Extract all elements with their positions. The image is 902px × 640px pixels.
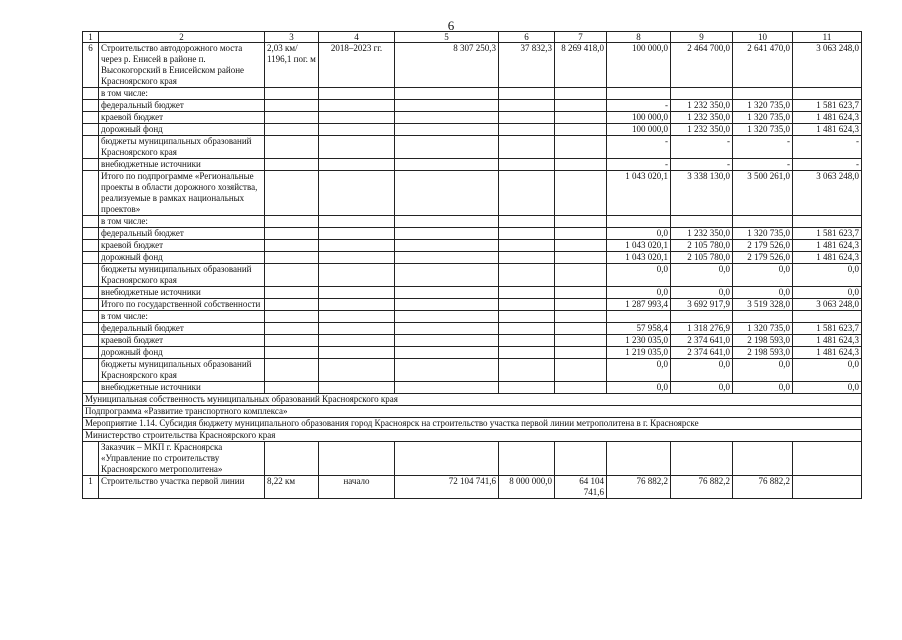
- cell-c7: [555, 240, 607, 252]
- table-row: [83, 264, 862, 287]
- cell-c3: [265, 335, 319, 347]
- cell-c10: 1 320 735,0: [733, 112, 793, 124]
- cell-c6: [499, 124, 555, 136]
- header-cell: 4: [319, 32, 395, 43]
- cell-c9: 1 318 276,9: [671, 323, 733, 335]
- cell-c2: внебюджетные источники: [99, 287, 265, 299]
- cell-c7: [555, 323, 607, 335]
- cell-c7: [555, 228, 607, 240]
- cell-c7: [555, 442, 607, 476]
- cell-c10: 2 641 470,0: [733, 43, 793, 88]
- cell-c5: [395, 136, 499, 159]
- cell-c3: [265, 323, 319, 335]
- cell-c2: бюджеты муниципальных образований Красноярского края: [99, 136, 265, 159]
- cell-c1: [83, 359, 99, 382]
- cell-c11: 1 581 623,7: [793, 323, 862, 335]
- cell-c6: [499, 240, 555, 252]
- cell-c9: [671, 216, 733, 228]
- cell-c10: 2 198 593,0: [733, 347, 793, 359]
- table-row: [83, 100, 862, 112]
- cell-c2: внебюджетные источники: [99, 382, 265, 394]
- cell-c10: 2 179 526,0: [733, 240, 793, 252]
- cell-c10: 1 320 735,0: [733, 323, 793, 335]
- cell-c7: [555, 382, 607, 394]
- cell-c1: [83, 311, 99, 323]
- cell-c4: [319, 124, 395, 136]
- cell-c6: [499, 136, 555, 159]
- cell-c4: [319, 88, 395, 100]
- cell-c1: [83, 323, 99, 335]
- cell-c6: [499, 359, 555, 382]
- cell-c8: 1 219 035,0: [607, 347, 671, 359]
- cell-c1: 1: [83, 476, 99, 499]
- cell-c8: 1 043 020,1: [607, 252, 671, 264]
- cell-c2: Строительство участка первой линии: [99, 476, 265, 499]
- table-row: [83, 240, 862, 252]
- cell-c10: [733, 442, 793, 476]
- cell-c6: [499, 216, 555, 228]
- cell-c4: [319, 264, 395, 287]
- cell-c9: 3 338 130,0: [671, 171, 733, 216]
- cell-c4: начало: [319, 476, 395, 499]
- cell-c8: 100 000,0: [607, 43, 671, 88]
- cell-c4: [319, 171, 395, 216]
- cell-c4: [319, 299, 395, 311]
- cell-c1: [83, 159, 99, 171]
- cell-c8: 0,0: [607, 287, 671, 299]
- cell-c10: 2 179 526,0: [733, 252, 793, 264]
- cell-c6: [499, 88, 555, 100]
- header-cell: 6: [499, 32, 555, 43]
- section-title: Министерство строительства Красноярского края: [83, 430, 862, 442]
- cell-c8: 0,0: [607, 228, 671, 240]
- cell-c1: [83, 136, 99, 159]
- header-cell: 10: [733, 32, 793, 43]
- cell-c2: дорожный фонд: [99, 252, 265, 264]
- cell-c1: [83, 347, 99, 359]
- cell-c6: [499, 228, 555, 240]
- cell-c11: 1 581 623,7: [793, 228, 862, 240]
- cell-c9: [671, 88, 733, 100]
- cell-c2: Итого по государственной собственности: [99, 299, 265, 311]
- cell-c6: [499, 100, 555, 112]
- cell-c5: [395, 287, 499, 299]
- cell-c10: 1 320 735,0: [733, 124, 793, 136]
- cell-c1: [83, 216, 99, 228]
- cell-c1: [83, 252, 99, 264]
- cell-c2: краевой бюджет: [99, 335, 265, 347]
- table-row: [83, 171, 862, 216]
- cell-c11: [793, 311, 862, 323]
- section-title: Муниципальная собственность муниципальных образований Красноярского края: [83, 394, 862, 406]
- cell-c5: [395, 382, 499, 394]
- budget-table: [82, 31, 862, 499]
- table-row: [83, 88, 862, 100]
- header-row: [83, 32, 862, 43]
- cell-c2: бюджеты муниципальных образований Красноярского края: [99, 359, 265, 382]
- cell-c4: [319, 335, 395, 347]
- cell-c1: [83, 382, 99, 394]
- table-row: [83, 476, 862, 499]
- cell-c7: [555, 159, 607, 171]
- cell-c11: 1 581 623,7: [793, 100, 862, 112]
- cell-c10: 1 320 735,0: [733, 228, 793, 240]
- section-row: [83, 430, 862, 442]
- table-row: [83, 311, 862, 323]
- cell-c11: [793, 216, 862, 228]
- cell-c5: [395, 264, 499, 287]
- table-row: [83, 124, 862, 136]
- cell-c8: -: [607, 100, 671, 112]
- cell-c1: [83, 100, 99, 112]
- cell-c9: 0,0: [671, 287, 733, 299]
- header-cell: 1: [83, 32, 99, 43]
- cell-c3: [265, 240, 319, 252]
- cell-c11: -: [793, 136, 862, 159]
- cell-c7: [555, 299, 607, 311]
- cell-c6: [499, 311, 555, 323]
- cell-c5: [395, 228, 499, 240]
- cell-c5: [395, 335, 499, 347]
- cell-c3: [265, 442, 319, 476]
- cell-c5: [395, 299, 499, 311]
- cell-c1: [83, 299, 99, 311]
- table-row: [83, 359, 862, 382]
- cell-c9: 2 105 780,0: [671, 252, 733, 264]
- cell-c4: [319, 311, 395, 323]
- cell-c2: в том числе:: [99, 311, 265, 323]
- cell-c10: 1 320 735,0: [733, 100, 793, 112]
- cell-c10: 0,0: [733, 382, 793, 394]
- cell-c3: 2,03 км/ 1196,1 пог. м: [265, 43, 319, 88]
- cell-c4: [319, 359, 395, 382]
- cell-c7: [555, 287, 607, 299]
- cell-c8: -: [607, 159, 671, 171]
- cell-c8: 76 882,2: [607, 476, 671, 499]
- cell-c2: в том числе:: [99, 88, 265, 100]
- cell-c5: [395, 442, 499, 476]
- cell-c1: 6: [83, 43, 99, 88]
- table-row: [83, 323, 862, 335]
- cell-c10: 0,0: [733, 359, 793, 382]
- cell-c6: [499, 252, 555, 264]
- cell-c4: [319, 347, 395, 359]
- cell-c3: [265, 252, 319, 264]
- cell-c5: [395, 124, 499, 136]
- cell-c4: [319, 323, 395, 335]
- cell-c8: 0,0: [607, 359, 671, 382]
- cell-c3: [265, 124, 319, 136]
- cell-c10: [733, 311, 793, 323]
- cell-c4: 2018–2023 гг.: [319, 43, 395, 88]
- cell-c6: [499, 112, 555, 124]
- cell-c7: [555, 216, 607, 228]
- cell-c10: 2 198 593,0: [733, 335, 793, 347]
- cell-c5: [395, 323, 499, 335]
- header-cell: 9: [671, 32, 733, 43]
- cell-c1: [83, 171, 99, 216]
- cell-c6: 8 000 000,0: [499, 476, 555, 499]
- cell-c5: [395, 112, 499, 124]
- cell-c9: 3 692 917,9: [671, 299, 733, 311]
- cell-c7: 64 104 741,6: [555, 476, 607, 499]
- cell-c1: [83, 335, 99, 347]
- table-row: [83, 228, 862, 240]
- cell-c3: [265, 136, 319, 159]
- table-row: [83, 136, 862, 159]
- cell-c7: [555, 88, 607, 100]
- cell-c2: внебюджетные источники: [99, 159, 265, 171]
- cell-c6: [499, 323, 555, 335]
- header-cell: 3: [265, 32, 319, 43]
- cell-c9: -: [671, 136, 733, 159]
- cell-c2: Итого по подпрограмме «Региональные проекты в области дорожного хозяйства, реализуемые в рамках национальных проектов»: [99, 171, 265, 216]
- cell-c11: [793, 88, 862, 100]
- cell-c11: 1 481 624,3: [793, 124, 862, 136]
- cell-c6: [499, 442, 555, 476]
- cell-c3: [265, 112, 319, 124]
- cell-c11: 0,0: [793, 382, 862, 394]
- cell-c6: [499, 159, 555, 171]
- cell-c7: [555, 171, 607, 216]
- cell-c11: 0,0: [793, 264, 862, 287]
- cell-c7: [555, 100, 607, 112]
- cell-c1: [83, 442, 99, 476]
- cell-c11: [793, 442, 862, 476]
- cell-c4: [319, 112, 395, 124]
- cell-c9: 76 882,2: [671, 476, 733, 499]
- cell-c6: [499, 287, 555, 299]
- cell-c2: Заказчик – МКП г. Красноярска «Управление по строительству Красноярского метрополитена»: [99, 442, 265, 476]
- cell-c1: [83, 240, 99, 252]
- cell-c6: [499, 171, 555, 216]
- cell-c9: 2 464 700,0: [671, 43, 733, 88]
- cell-c2: дорожный фонд: [99, 124, 265, 136]
- table-row: [83, 43, 862, 88]
- table-row: [83, 442, 862, 476]
- cell-c3: [265, 228, 319, 240]
- cell-c11: 3 063 248,0: [793, 171, 862, 216]
- cell-c10: 76 882,2: [733, 476, 793, 499]
- cell-c8: 57 958,4: [607, 323, 671, 335]
- cell-c7: [555, 136, 607, 159]
- cell-c4: [319, 136, 395, 159]
- cell-c5: [395, 88, 499, 100]
- cell-c7: [555, 112, 607, 124]
- cell-c10: -: [733, 136, 793, 159]
- section-title: Подпрограмма «Развитие транспортного комплекса»: [83, 406, 862, 418]
- cell-c11: 1 481 624,3: [793, 347, 862, 359]
- cell-c9: 1 232 350,0: [671, 100, 733, 112]
- cell-c3: [265, 359, 319, 382]
- table-row: [83, 287, 862, 299]
- cell-c11: 1 481 624,3: [793, 252, 862, 264]
- cell-c2: краевой бюджет: [99, 112, 265, 124]
- cell-c9: [671, 442, 733, 476]
- cell-c2: федеральный бюджет: [99, 100, 265, 112]
- cell-c8: 1 230 035,0: [607, 335, 671, 347]
- cell-c3: [265, 299, 319, 311]
- cell-c1: [83, 88, 99, 100]
- cell-c2: Строительство автодорожного моста через р. Енисей в районе п. Высокогорский в Енисейском районе Красноярского края: [99, 43, 265, 88]
- section-row: [83, 394, 862, 406]
- cell-c6: [499, 335, 555, 347]
- section-row: [83, 418, 862, 430]
- cell-c3: [265, 88, 319, 100]
- cell-c10: 3 519 328,0: [733, 299, 793, 311]
- cell-c7: [555, 264, 607, 287]
- cell-c8: 100 000,0: [607, 124, 671, 136]
- page-number: 6: [447, 18, 455, 33]
- cell-c4: [319, 100, 395, 112]
- cell-c9: 0,0: [671, 359, 733, 382]
- cell-c10: 0,0: [733, 287, 793, 299]
- cell-c8: 1 287 993,4: [607, 299, 671, 311]
- cell-c5: [395, 100, 499, 112]
- cell-c11: 3 063 248,0: [793, 299, 862, 311]
- cell-c1: [83, 228, 99, 240]
- cell-c8: -: [607, 136, 671, 159]
- cell-c2: краевой бюджет: [99, 240, 265, 252]
- cell-c8: [607, 216, 671, 228]
- cell-c7: 8 269 418,0: [555, 43, 607, 88]
- cell-c3: [265, 264, 319, 287]
- cell-c9: 2 105 780,0: [671, 240, 733, 252]
- cell-c9: 2 374 641,0: [671, 335, 733, 347]
- cell-c6: 37 832,3: [499, 43, 555, 88]
- cell-c6: [499, 347, 555, 359]
- cell-c1: [83, 124, 99, 136]
- table-row: [83, 252, 862, 264]
- cell-c11: 0,0: [793, 359, 862, 382]
- cell-c1: [83, 287, 99, 299]
- cell-c5: [395, 359, 499, 382]
- cell-c2: дорожный фонд: [99, 347, 265, 359]
- table-row: [83, 299, 862, 311]
- cell-c9: 1 232 350,0: [671, 228, 733, 240]
- cell-c5: [395, 171, 499, 216]
- cell-c2: федеральный бюджет: [99, 323, 265, 335]
- cell-c11: 1 481 624,3: [793, 112, 862, 124]
- cell-c11: 3 063 248,0: [793, 43, 862, 88]
- cell-c4: [319, 228, 395, 240]
- cell-c11: [793, 476, 862, 499]
- table-row: [83, 347, 862, 359]
- cell-c4: [319, 382, 395, 394]
- cell-c10: [733, 216, 793, 228]
- cell-c9: -: [671, 159, 733, 171]
- cell-c7: [555, 335, 607, 347]
- cell-c7: [555, 347, 607, 359]
- cell-c4: [319, 159, 395, 171]
- header-cell: 5: [395, 32, 499, 43]
- cell-c9: [671, 311, 733, 323]
- cell-c8: [607, 88, 671, 100]
- cell-c9: 0,0: [671, 264, 733, 287]
- cell-c1: [83, 112, 99, 124]
- cell-c5: [395, 252, 499, 264]
- cell-c8: 1 043 020,1: [607, 171, 671, 216]
- cell-c3: [265, 171, 319, 216]
- section-title: Мероприятие 1.14. Субсидия бюджету муниципального образования город Красноярск на строительство участка первой линии метрополитена в г. Красноярске: [83, 418, 862, 430]
- cell-c11: -: [793, 159, 862, 171]
- cell-c4: [319, 442, 395, 476]
- cell-c11: 1 481 624,3: [793, 335, 862, 347]
- cell-c6: [499, 299, 555, 311]
- cell-c11: 0,0: [793, 287, 862, 299]
- cell-c5: [395, 216, 499, 228]
- section-row: [83, 406, 862, 418]
- cell-c9: 2 374 641,0: [671, 347, 733, 359]
- cell-c8: 0,0: [607, 264, 671, 287]
- table-row: [83, 159, 862, 171]
- header-cell: 8: [607, 32, 671, 43]
- cell-c4: [319, 216, 395, 228]
- cell-c5: [395, 159, 499, 171]
- cell-c2: в том числе:: [99, 216, 265, 228]
- cell-c9: 0,0: [671, 382, 733, 394]
- cell-c7: [555, 359, 607, 382]
- header-cell: 2: [99, 32, 265, 43]
- cell-c9: 1 232 350,0: [671, 112, 733, 124]
- cell-c8: 1 043 020,1: [607, 240, 671, 252]
- cell-c10: [733, 88, 793, 100]
- table-row: [83, 112, 862, 124]
- cell-c8: [607, 311, 671, 323]
- cell-c3: [265, 100, 319, 112]
- cell-c3: [265, 287, 319, 299]
- cell-c3: [265, 311, 319, 323]
- cell-c2: бюджеты муниципальных образований Красноярского края: [99, 264, 265, 287]
- cell-c5: 72 104 741,6: [395, 476, 499, 499]
- cell-c4: [319, 287, 395, 299]
- cell-c6: [499, 382, 555, 394]
- cell-c3: [265, 159, 319, 171]
- cell-c5: [395, 347, 499, 359]
- cell-c7: [555, 124, 607, 136]
- cell-c1: [83, 264, 99, 287]
- cell-c10: -: [733, 159, 793, 171]
- cell-c8: 0,0: [607, 382, 671, 394]
- cell-c3: 8,22 км: [265, 476, 319, 499]
- table-row: [83, 335, 862, 347]
- table-row: [83, 382, 862, 394]
- cell-c8: 100 000,0: [607, 112, 671, 124]
- table-row: [83, 216, 862, 228]
- cell-c5: [395, 311, 499, 323]
- cell-c10: 0,0: [733, 264, 793, 287]
- cell-c7: [555, 252, 607, 264]
- cell-c5: [395, 240, 499, 252]
- cell-c5: 8 307 250,3: [395, 43, 499, 88]
- cell-c10: 3 500 261,0: [733, 171, 793, 216]
- cell-c3: [265, 347, 319, 359]
- cell-c3: [265, 216, 319, 228]
- cell-c3: [265, 382, 319, 394]
- cell-c4: [319, 252, 395, 264]
- cell-c2: федеральный бюджет: [99, 228, 265, 240]
- cell-c11: 1 481 624,3: [793, 240, 862, 252]
- header-cell: 7: [555, 32, 607, 43]
- cell-c4: [319, 240, 395, 252]
- header-cell: 11: [793, 32, 862, 43]
- cell-c9: 1 232 350,0: [671, 124, 733, 136]
- cell-c7: [555, 311, 607, 323]
- cell-c6: [499, 264, 555, 287]
- cell-c8: [607, 442, 671, 476]
